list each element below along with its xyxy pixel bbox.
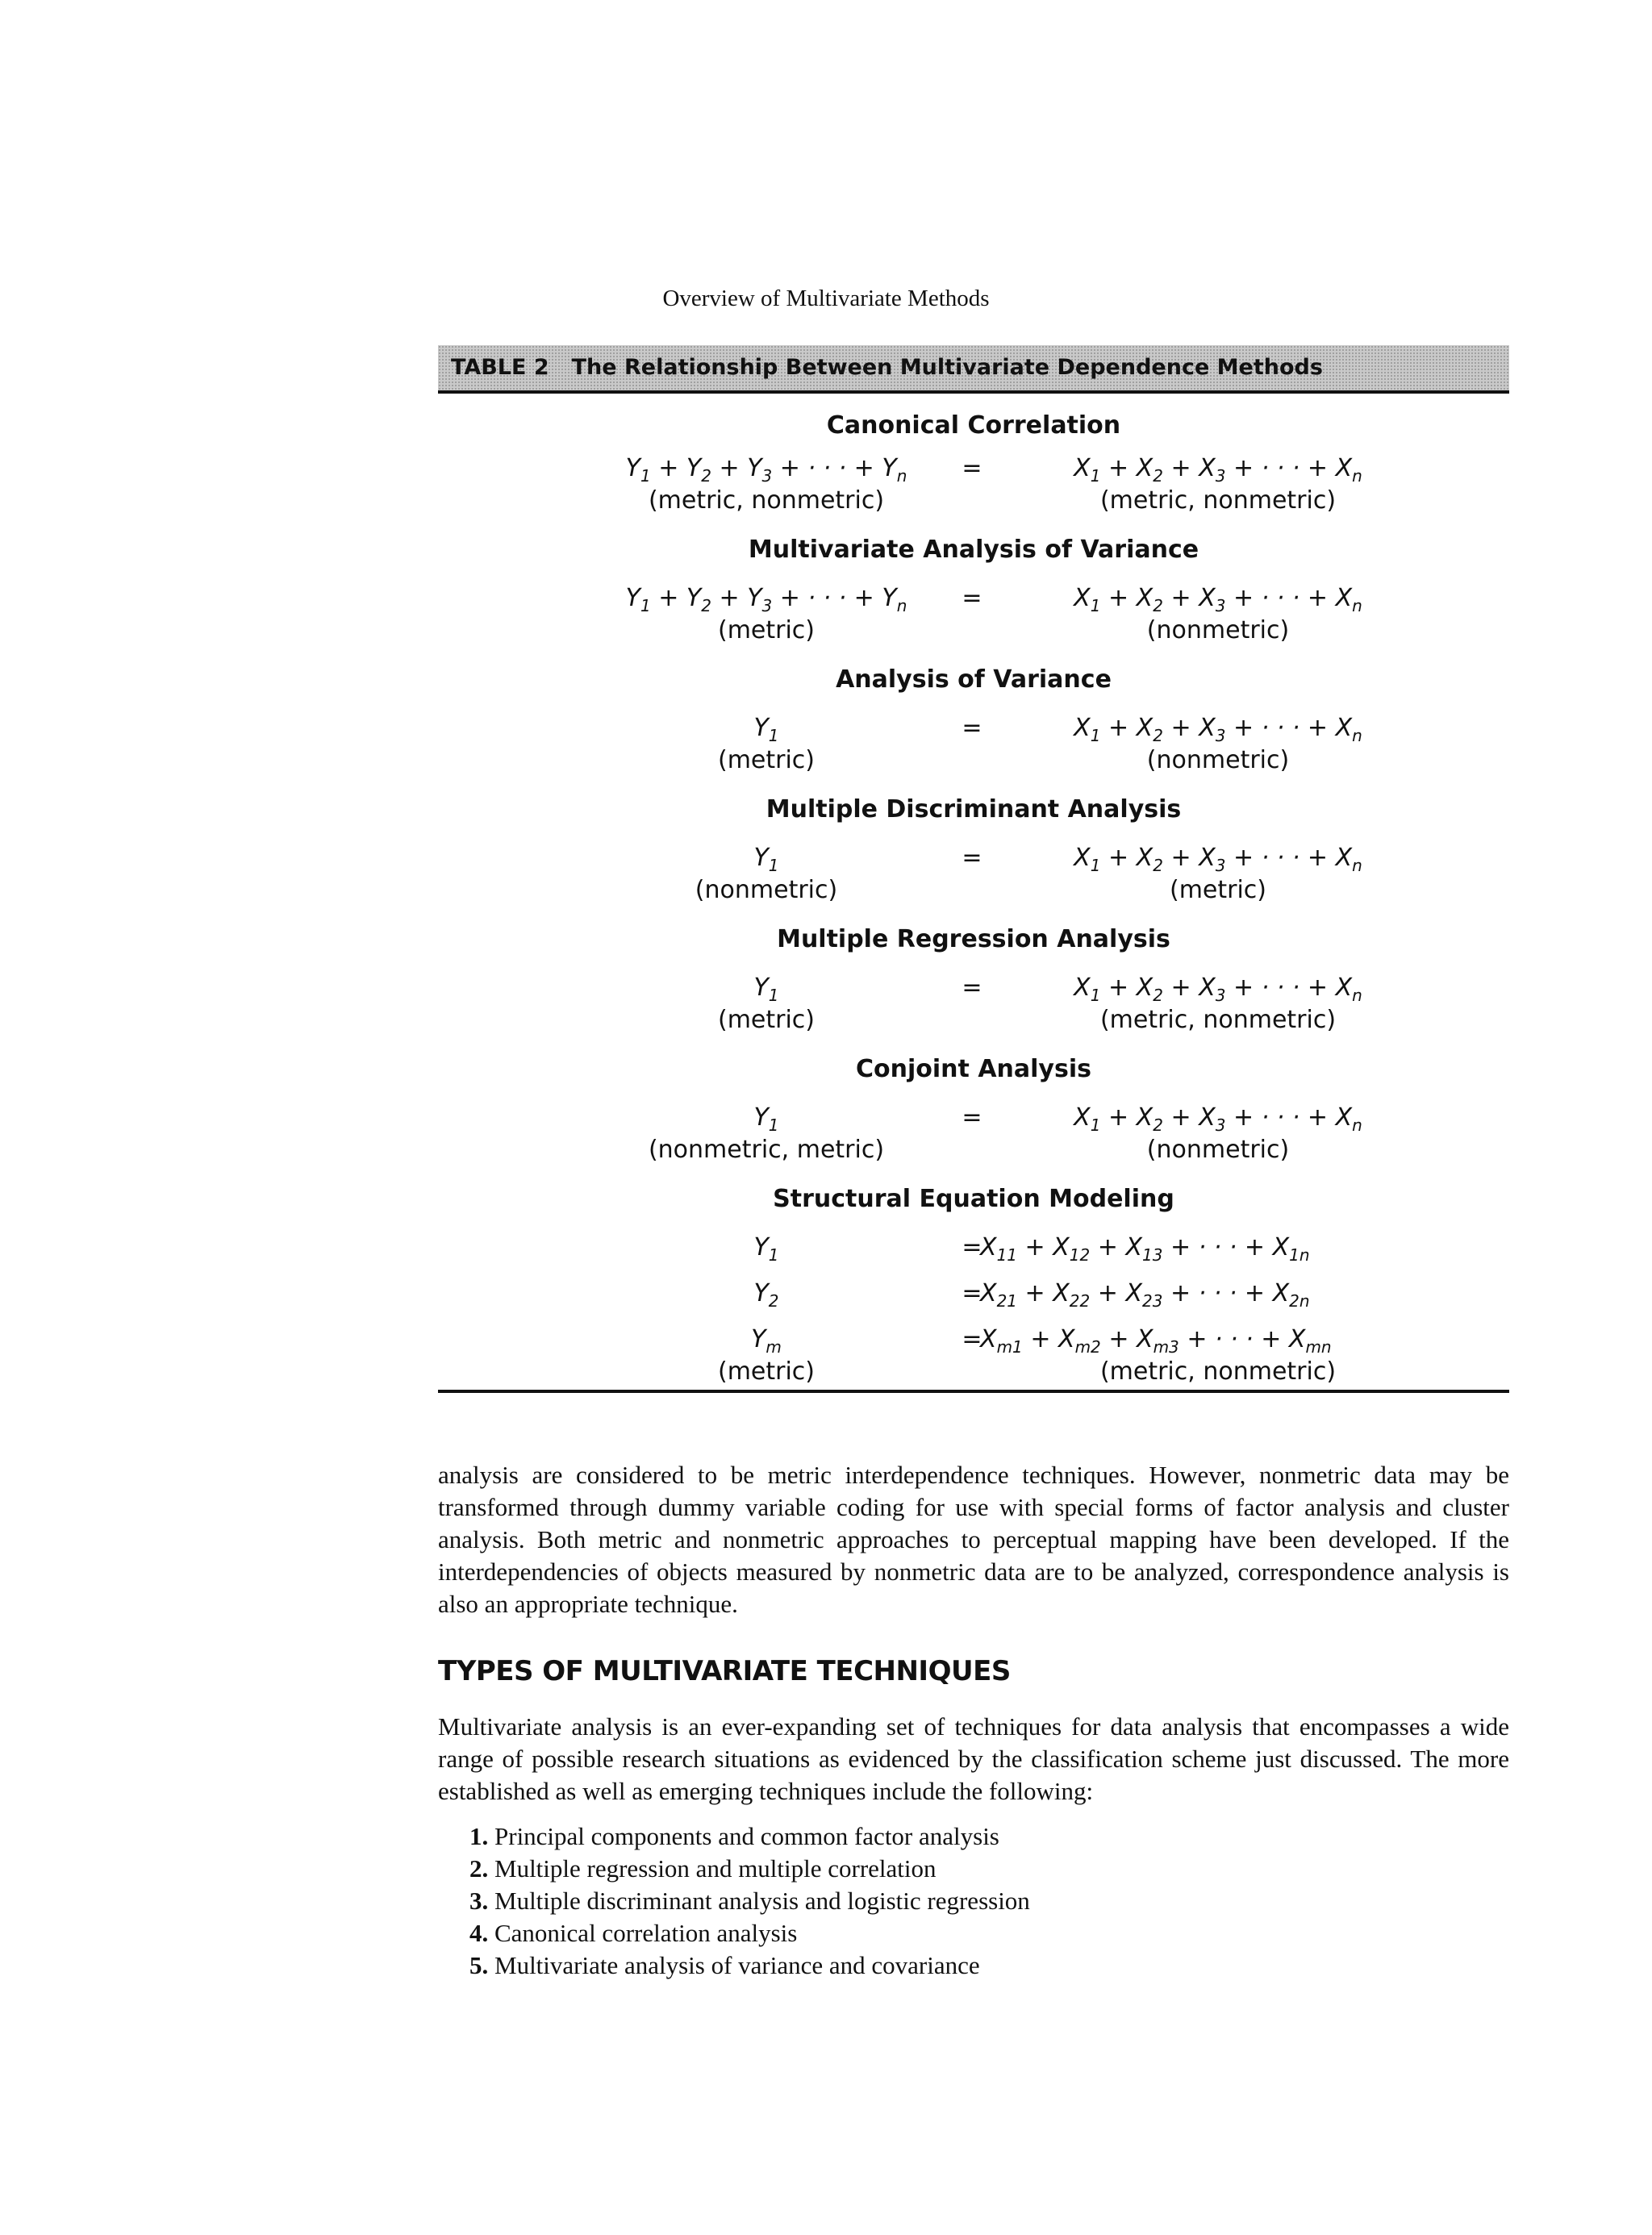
equation-rhs: $X_{m1} + X_{m2} + X_{m3}$ + · · · + $X_{mn}$: [980, 1325, 1332, 1357]
equation-rhs: $X_{11} + X_{12} + X_{13}$ + · · · + $X_{1n}$: [980, 1233, 1310, 1265]
equation-lhs: $Y_1 + Y_2 + Y_3$ + · · · + $Y_n$: [625, 584, 907, 615]
table-caption: [438, 345, 1509, 390]
section-title: Multiple Regression Analysis: [777, 925, 1170, 953]
section-title: Canonical Correlation: [826, 411, 1121, 440]
table-top-rule: [438, 390, 1509, 394]
rhs-data-type: (nonmetric): [1146, 746, 1290, 774]
table-number: TABLE 2: [451, 355, 549, 380]
equation-lhs: $Y_1$: [753, 844, 779, 875]
list-item: [469, 1885, 1030, 1917]
table-title: The Relationship Between Multivariate Dependence Methods: [571, 355, 1323, 380]
equation-rhs: $X_1 + X_2 + X_3$ + · · · + $X_n$: [1074, 454, 1362, 486]
equals-sign: =: [962, 714, 982, 742]
list-number: 2.: [469, 1854, 489, 1883]
list-item: [469, 1820, 1030, 1853]
equals-sign: =: [962, 1279, 982, 1307]
table-bottom-rule: [438, 1390, 1509, 1393]
equals-sign: =: [962, 454, 982, 482]
rhs-data-type: (metric, nonmetric): [1099, 486, 1337, 515]
equals-sign: =: [962, 584, 982, 612]
equation-lhs: $Y_m$: [751, 1325, 782, 1357]
running-header: Overview of Multivariate Methods: [662, 286, 990, 311]
equation-lhs: $Y_1$: [753, 1233, 779, 1265]
rhs-data-type: (metric): [1169, 876, 1266, 904]
equation-rhs: $X_1 + X_2 + X_3$ + · · · + $X_n$: [1074, 1103, 1362, 1135]
equals-sign: =: [962, 844, 982, 872]
lhs-data-type: (metric): [717, 746, 815, 774]
equals-sign: =: [962, 1103, 982, 1132]
equation-rhs: $X_1 + X_2 + X_3$ + · · · + $X_n$: [1074, 584, 1362, 615]
list-item-label: Canonical correlation analysis: [494, 1919, 798, 1947]
list-number: 1.: [469, 1822, 489, 1850]
lhs-data-type: (nonmetric, metric): [648, 1136, 885, 1164]
body-paragraph: Multivariate analysis is an ever-expanding set of techniques for data analysis that encompasses a wide range of possible research situations as evidenced by the classification scheme just discussed. The more established as well as emerging techniques include the following:: [438, 1712, 1509, 1805]
equals-sign: =: [962, 1233, 982, 1261]
equation-rhs: $X_1 + X_2 + X_3$ + · · · + $X_n$: [1074, 714, 1362, 745]
equation-rhs: $X_1 + X_2 + X_3$ + · · · + $X_n$: [1074, 974, 1362, 1005]
equation-rhs: $X_{21} + X_{22} + X_{23}$ + · · · + $X_{2n}$: [980, 1279, 1310, 1311]
lhs-data-type: (metric): [717, 1006, 815, 1034]
equation-lhs: $Y_1 + Y_2 + Y_3$ + · · · + $Y_n$: [625, 454, 907, 486]
lhs-data-type: (nonmetric): [695, 876, 838, 904]
equation-lhs: $Y_1$: [753, 714, 779, 745]
equals-sign: =: [962, 974, 982, 1002]
equation-lhs: $Y_2$: [753, 1279, 779, 1311]
body-paragraph: analysis are considered to be metric interdependence techniques. However, nonmetric data may be transformed through dummy variable coding for use with special forms of factor analysis and cluster analysis. Both metric and nonmetric approaches to perceptual mapping have been developed. If the interdependencies of objects measured by nonmetric data are to be analyzed, correspondence analysis is also an appropriate technique.: [438, 1461, 1509, 1618]
section-title: Multiple Discriminant Analysis: [766, 795, 1182, 824]
lhs-data-type: (metric, nonmetric): [648, 486, 885, 515]
list-item: [469, 1917, 1030, 1949]
rhs-data-type: (metric, nonmetric): [1099, 1357, 1337, 1386]
section-title: Analysis of Variance: [836, 665, 1112, 694]
rhs-data-type: (nonmetric): [1146, 616, 1290, 644]
section-title: Structural Equation Modeling: [773, 1185, 1174, 1213]
rhs-data-type: (nonmetric): [1146, 1136, 1290, 1164]
equals-sign: =: [962, 1325, 982, 1353]
list-item-label: Multiple discriminant analysis and logistic regression: [494, 1887, 1030, 1915]
list-item: [469, 1949, 1030, 1982]
list-item-label: Principal components and common factor analysis: [494, 1822, 999, 1850]
list-number: 4.: [469, 1919, 489, 1947]
section-title: Multivariate Analysis of Variance: [748, 536, 1199, 564]
list-item: [469, 1853, 1030, 1885]
equation-rhs: $X_1 + X_2 + X_3$ + · · · + $X_n$: [1074, 844, 1362, 875]
equation-lhs: $Y_1$: [753, 1103, 779, 1135]
list-item-label: Multivariate analysis of variance and covariance: [494, 1951, 980, 1979]
rhs-data-type: (metric, nonmetric): [1099, 1006, 1337, 1034]
list-number: 5.: [469, 1951, 489, 1979]
techniques-list: [469, 1820, 1030, 1982]
section-heading: TYPES OF MULTIVARIATE TECHNIQUES: [438, 1655, 1011, 1687]
lhs-data-type: (metric): [717, 1357, 815, 1386]
list-number: 3.: [469, 1887, 489, 1915]
section-title: Conjoint Analysis: [856, 1055, 1091, 1083]
equation-lhs: $Y_1$: [753, 974, 779, 1005]
lhs-data-type: (metric): [717, 616, 815, 644]
list-item-label: Multiple regression and multiple correlation: [494, 1854, 937, 1883]
